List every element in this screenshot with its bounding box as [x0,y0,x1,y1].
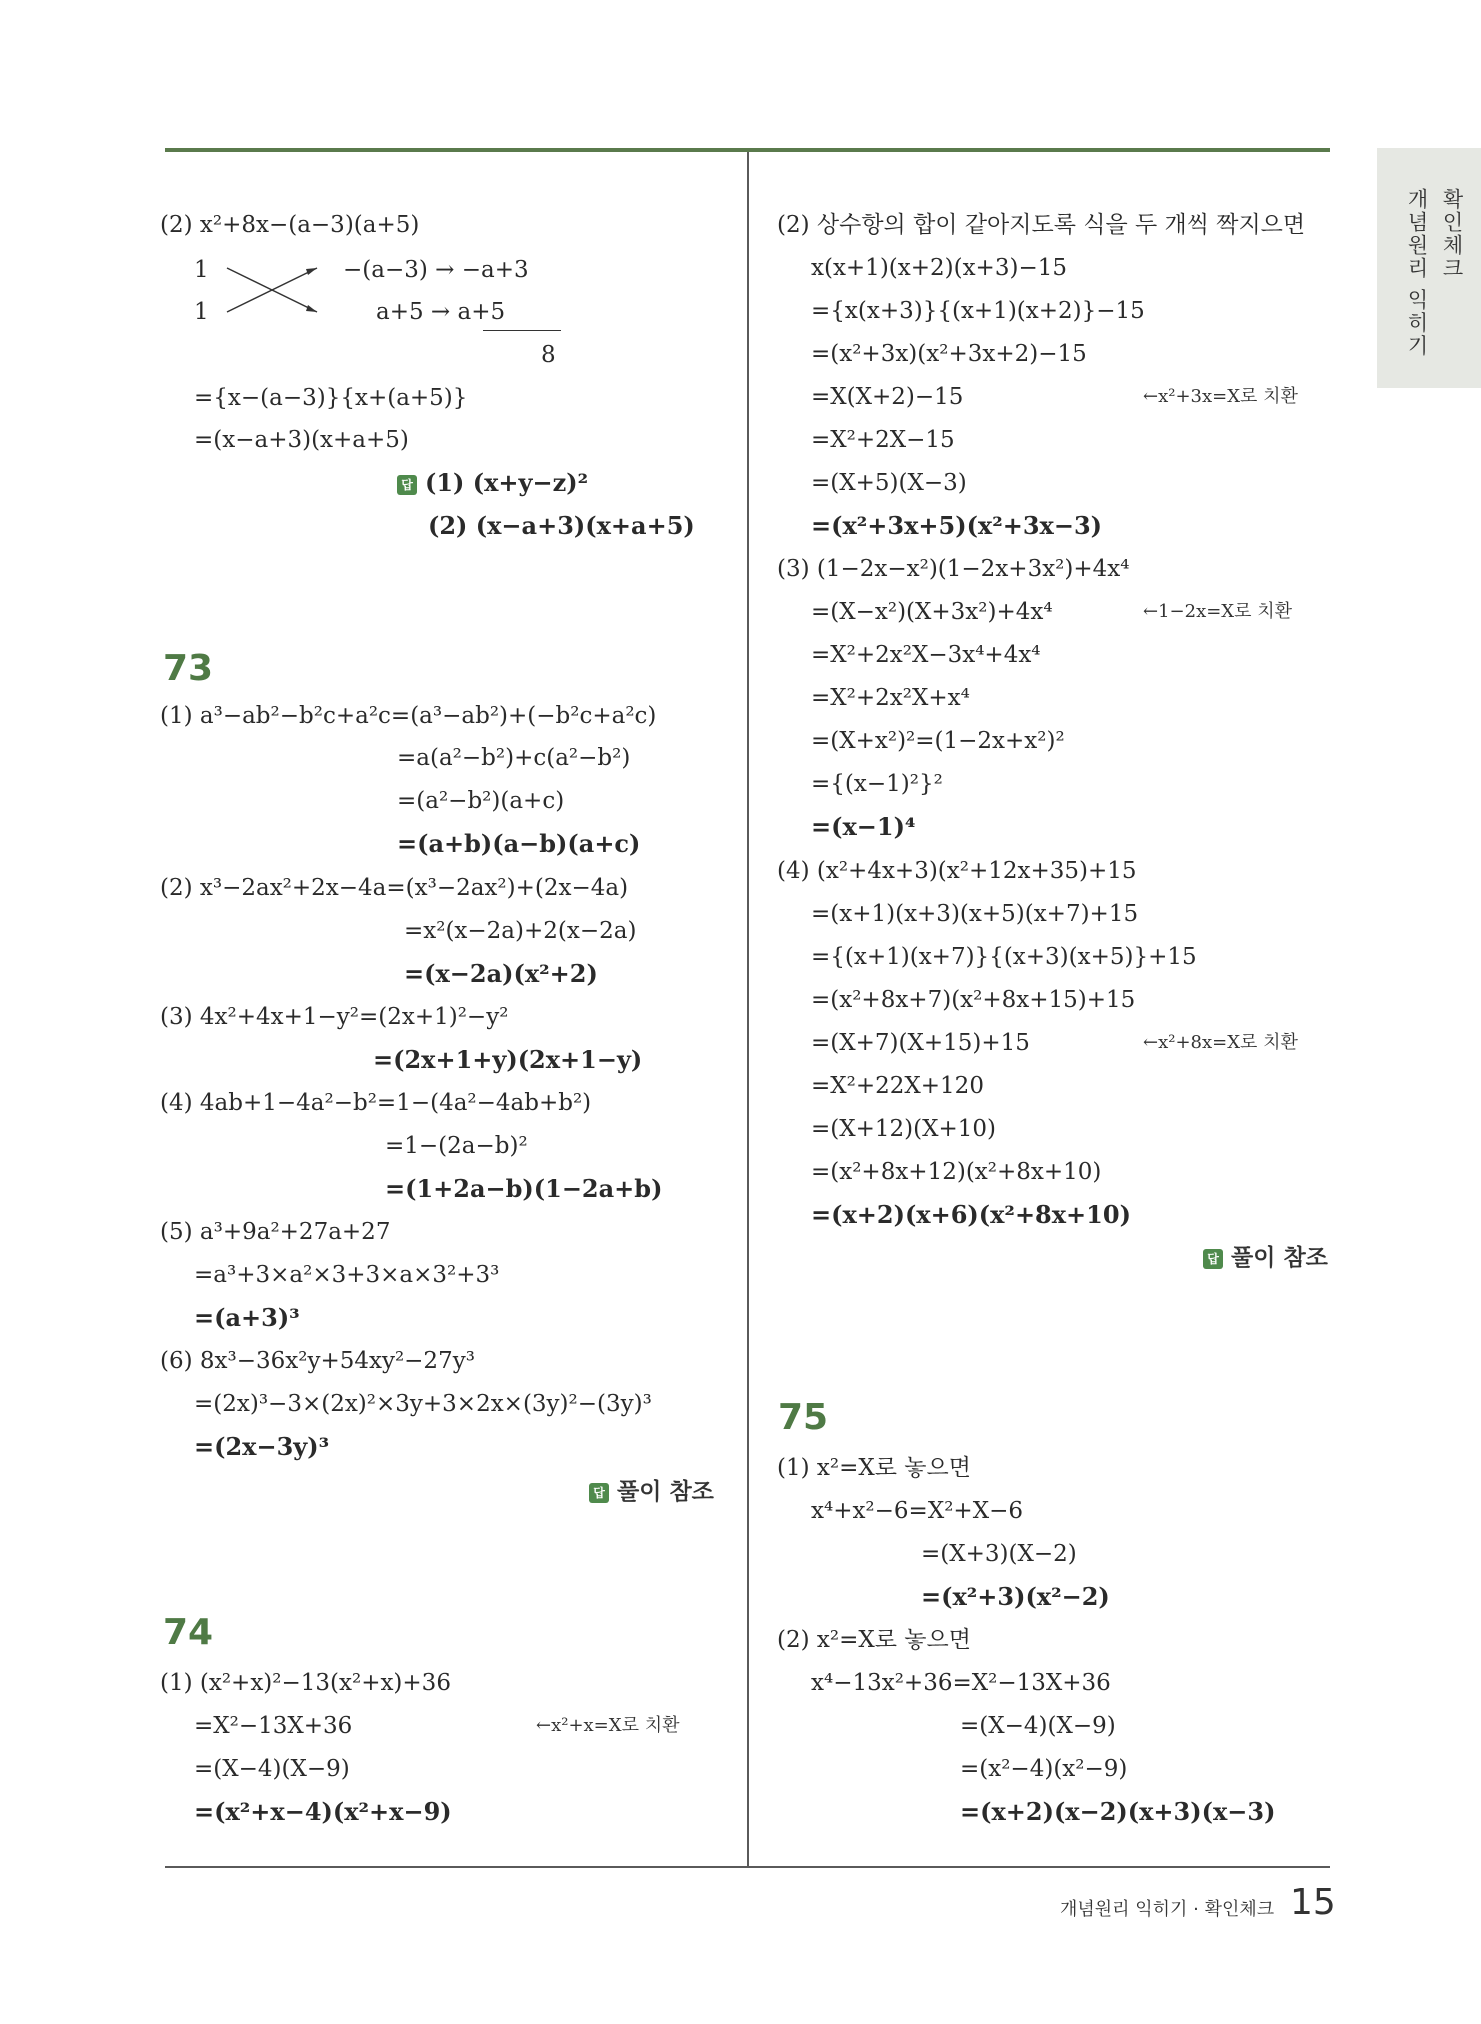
result-line: =(x²+x−4)(x²+x−9) [194,1797,452,1826]
step-line: =1−(2a−b)² [385,1133,528,1159]
side-tab-subtitle: 개념원리 익히기 [1405,188,1429,358]
cross-sum: 8 [541,342,556,368]
result-line: =(x−1)⁴ [811,812,916,841]
step-line: (1) a³−ab²−b²c+a²c=(a³−ab²)+(−b²c+a²c) [160,703,657,729]
step-line: =a³+3×a²×3+3×a×3²+3³ [194,1262,500,1288]
result-line: =(x²+3)(x²−2) [921,1582,1110,1611]
step-line: (3) (1−2x−x²)(1−2x+3x²)+4x⁴ [777,556,1130,582]
step-line: (4) 4ab+1−4a²−b²=1−(4a²−4ab+b²) [160,1090,592,1116]
cross-coef-2: 1 [194,299,209,325]
step-line: =(X+x²)²=(1−2x+x²)² [811,728,1065,754]
step-line: (1) x²=X로 놓으면 [777,1455,971,1481]
step-line: (4) (x²+4x+3)(x²+12x+35)+15 [777,858,1137,884]
problem-number-73: 73 [163,648,214,689]
step-line: =(X−x²)(X+3x²)+4x⁴ [811,599,1053,625]
step-line: ={x−(a−3)}{x+(a+5)} [194,385,468,411]
step-line: =(x²+8x+7)(x²+8x+15)+15 [811,987,1136,1013]
result-line: =(1+2a−b)(1−2a+b) [385,1174,663,1203]
result-line: =(x²+3x+5)(x²+3x−3) [811,511,1103,540]
step-line: =(x²+8x+12)(x²+8x+10) [811,1159,1102,1185]
step-line: (2) x³−2ax²+2x−4a=(x³−2ax²)+(2x−4a) [160,875,629,901]
step-line: =X²+2x²X+x⁴ [811,685,970,711]
step-line: ={x(x+3)}{(x+1)(x+2)}−15 [811,298,1145,324]
step-line: =(X+5)(X−3) [811,470,967,496]
reference-text: 풀이 참조 [1231,1245,1328,1271]
step-line: (2) 상수항의 합이 같아지도록 식을 두 개씩 짝지으면 [777,212,1306,238]
column-divider [747,152,749,1868]
step-line: =(X+3)(X−2) [921,1541,1077,1567]
problem-number-74: 74 [163,1612,214,1653]
cross-row-2: a+5 → a+5 [376,299,506,325]
cross-multiplication-diagram [222,260,322,320]
step-line: =(X−4)(X−9) [960,1713,1116,1739]
result-line: =(2x−3y)³ [194,1432,330,1461]
answer-text: (1) (x+y−z)² [425,468,589,497]
step-line: =(X+7)(X+15)+15 [811,1030,1030,1056]
step-line: ={(x−1)²}² [811,771,943,797]
cross-coef-1: 1 [194,257,209,283]
reference-text: 풀이 참조 [617,1479,714,1505]
side-tab-title: 확인체크 [1440,188,1464,280]
step-line: =(x²−4)(x²−9) [960,1756,1128,1782]
step-line: =X(X+2)−15 [811,384,964,410]
step-line: ={(x+1)(x+7)}{(x+3)(x+5)}+15 [811,944,1197,970]
result-line: =(x+2)(x+6)(x²+8x+10) [811,1200,1131,1229]
substitution-note: ←x²+x=X로 치환 [536,1715,680,1736]
solution-reference-74 [1203,1243,1328,1273]
step-line: x⁴−13x²+36=X²−13X+36 [811,1670,1111,1696]
step-line: x(x+1)(x+2)(x+3)−15 [811,255,1067,281]
result-line: =(a+b)(a−b)(a+c) [397,829,641,858]
step-line: =a(a²−b²)+c(a²−b²) [397,745,631,771]
step-line: (2) x²=X로 놓으면 [777,1627,971,1653]
step-line: =X²+2x²X−3x⁴+4x⁴ [811,642,1041,668]
substitution-note: ←x²+3x=X로 치환 [1143,386,1298,407]
bottom-rule [165,1866,1330,1868]
substitution-note: ←1−2x=X로 치환 [1143,601,1293,622]
substitution-note: ←x²+8x=X로 치환 [1143,1032,1298,1053]
step-line: =X²+2X−15 [811,427,955,453]
step-line: (5) a³+9a²+27a+27 [160,1219,391,1245]
step-line: =x²(x−2a)+2(x−2a) [404,918,637,944]
step-line: (1) (x²+x)²−13(x²+x)+36 [160,1670,451,1696]
page-number: 15 [1290,1882,1336,1923]
answer-badge: 답 [589,1483,609,1503]
step-line: =X²+22X+120 [811,1073,984,1099]
answer-72-1 [397,468,588,498]
step-line: =X²−13X+36 [194,1713,353,1739]
problem-number-75: 75 [778,1397,829,1438]
answer-badge: 답 [397,475,417,495]
answer-72-2: (2) (x−a+3)(x+a+5) [428,511,695,540]
step-line: =(X+12)(X+10) [811,1116,996,1142]
problem-72-2-head: (2) x²+8x−(a−3)(a+5) [160,212,420,238]
step-line: =(a²−b²)(a+c) [397,788,565,814]
step-line: x⁴+x²−6=X²+X−6 [811,1498,1023,1524]
section-side-tab [1377,148,1481,388]
cross-row-1: −(a−3) → −a+3 [343,257,529,283]
result-line: =(2x+1+y)(2x+1−y) [373,1045,643,1074]
cross-sum-underline [483,330,561,331]
solution-reference-73 [589,1477,714,1507]
footer-section-title: 개념원리 익히기 · 확인체크 [1060,1899,1275,1920]
step-line: =(2x)³−3×(2x)²×3y+3×2x×(3y)²−(3y)³ [194,1391,652,1417]
step-line: (3) 4x²+4x+1−y²=(2x+1)²−y² [160,1004,509,1030]
result-line: =(a+3)³ [194,1303,300,1332]
step-line: =(x+1)(x+3)(x+5)(x+7)+15 [811,901,1139,927]
step-line: (6) 8x³−36x²y+54xy²−27y³ [160,1348,475,1374]
result-line: =(x+2)(x−2)(x+3)(x−3) [960,1797,1276,1826]
result-line: =(x−2a)(x²+2) [404,959,598,988]
step-line: =(X−4)(X−9) [194,1756,350,1782]
answer-badge: 답 [1203,1249,1223,1269]
step-line: =(x²+3x)(x²+3x+2)−15 [811,341,1087,367]
step-line: =(x−a+3)(x+a+5) [194,427,409,453]
